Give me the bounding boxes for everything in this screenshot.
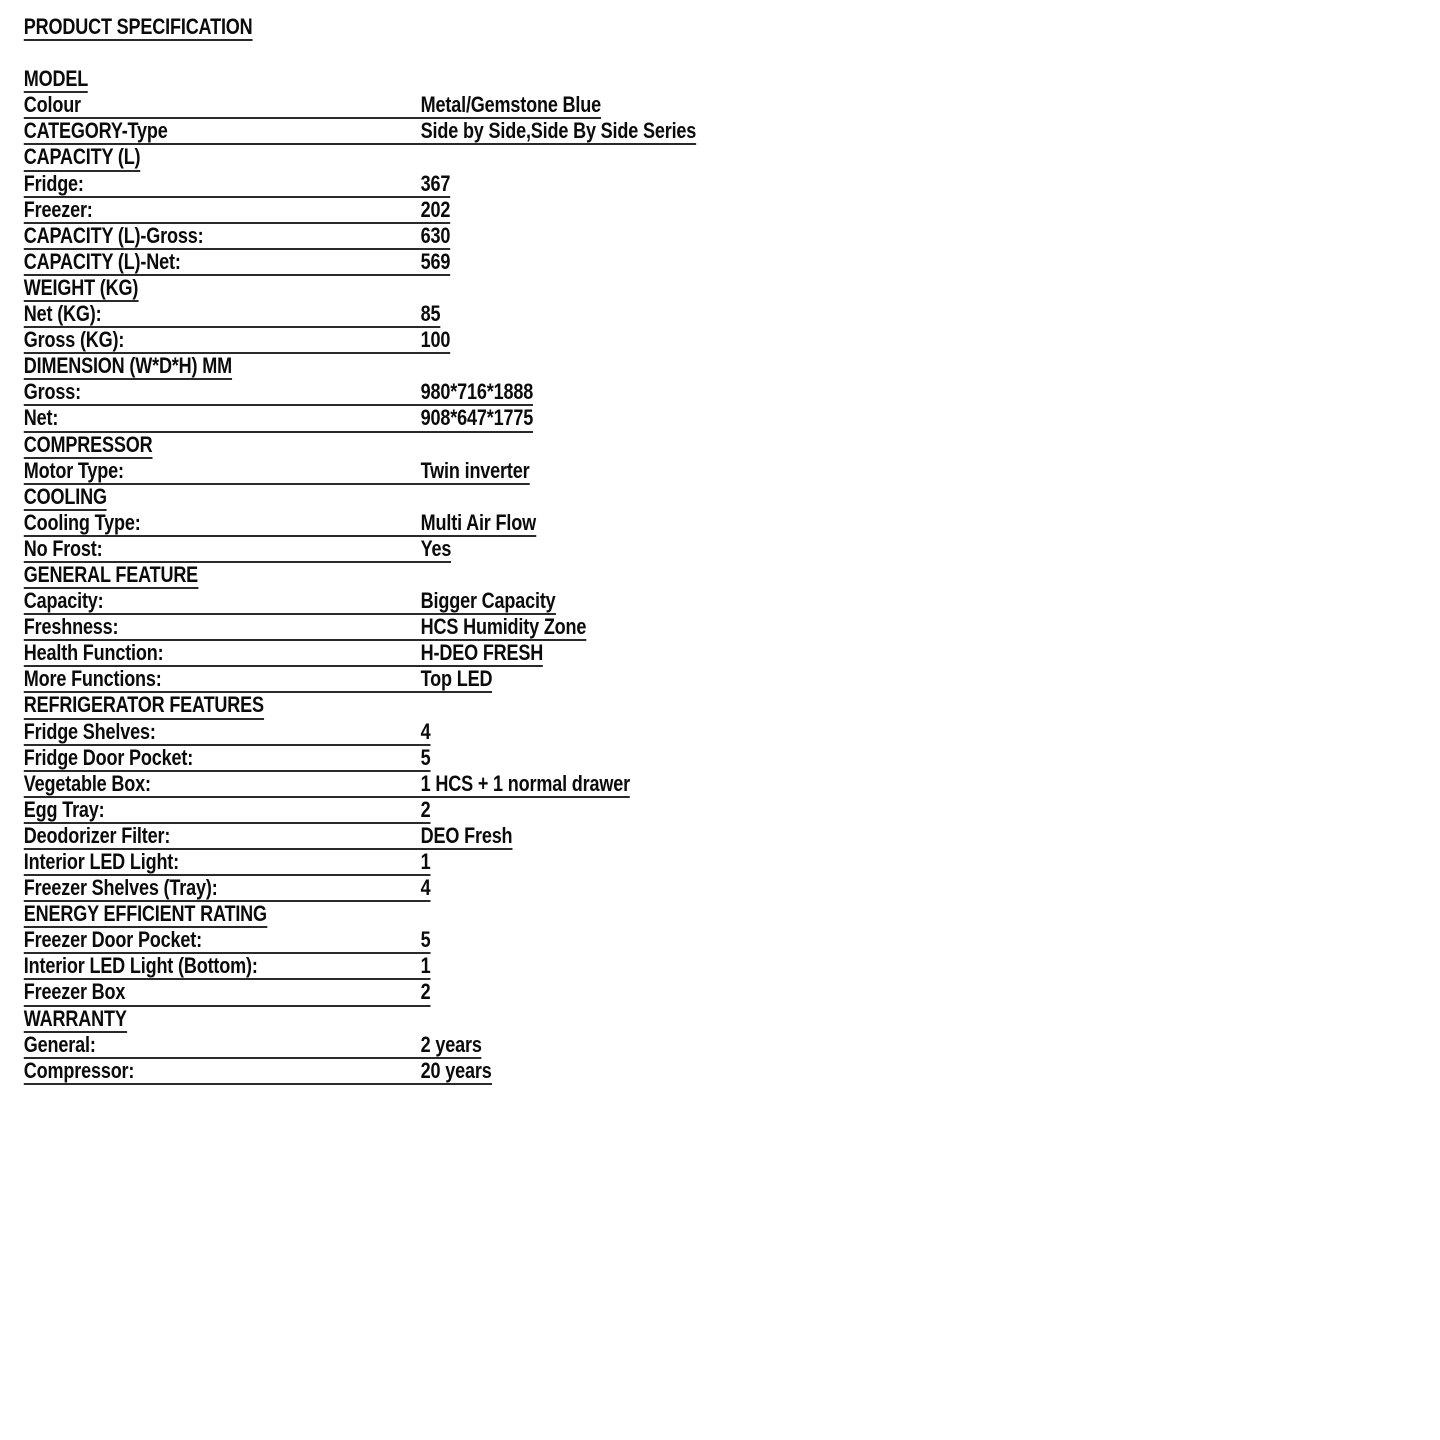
spec-row [24,824,513,850]
spec-row [24,876,431,902]
spec-label: General: [23,1031,96,1057]
page-title-text: PRODUCT SPECIFICATION [23,14,253,39]
section-header-row [24,354,232,380]
spec-row [24,328,450,354]
spec-label: Freezer: [23,196,93,222]
section-header-row [24,563,198,589]
spec-row [24,119,696,145]
spec-value: Yes [420,535,452,561]
spec-label: More Functions: [23,666,162,692]
spec-value: 980*716*1888 [420,379,534,405]
spec-row [24,850,431,876]
spec-value: 569 [420,248,451,274]
spec-table [24,67,1440,1085]
spec-label: Freezer Box [23,979,126,1005]
spec-value: 2 years [420,1031,482,1057]
spec-row [24,224,450,250]
spec-value: 367 [420,170,451,196]
section-header-row [24,693,264,719]
spec-label: Cooling Type: [23,509,141,535]
section-header-label: COOLING [23,483,107,509]
spec-value: Top LED [420,666,493,692]
spec-label: Fridge Shelves: [23,718,156,744]
spec-row [24,459,530,485]
spec-row [24,198,450,224]
spec-label: Net (KG): [23,301,102,327]
spec-value: 1 [420,953,431,979]
spec-value: 20 years [420,1057,492,1083]
spec-row [24,772,630,798]
spec-value: 2 [420,796,431,822]
spec-value: 85 [420,301,441,327]
section-header-label: GENERAL FEATURE [23,561,199,587]
spec-value: 5 [420,744,431,770]
spec-value: Side by Side,Side By Side Series [420,118,697,144]
spec-row [24,746,431,772]
section-header-label: WARRANTY [23,1005,127,1031]
spec-row [24,720,431,746]
spec-value: 4 [420,875,431,901]
spec-label: Gross (KG): [23,327,125,353]
section-header-row [24,145,141,171]
spec-row [24,93,601,119]
spec-label: Egg Tray: [23,796,105,822]
spec-label: Deodorizer Filter: [23,822,171,848]
spec-row [24,615,586,641]
spec-row [24,667,493,693]
spec-label: Compressor: [23,1057,135,1083]
spec-label: Colour [23,92,81,118]
spec-row [24,172,450,198]
section-header-label: WEIGHT (KG) [23,274,139,300]
section-header-label: MODEL [23,66,89,92]
spec-label: Freezer Shelves (Tray): [23,875,218,901]
section-header-label: COMPRESSOR [23,431,153,457]
spec-label: Fridge: [23,170,84,196]
spec-row [24,302,441,328]
spec-value: Bigger Capacity [420,588,556,614]
spec-label: Health Function: [23,640,164,666]
spec-label: Fridge Door Pocket: [23,744,194,770]
spec-row [24,589,556,615]
section-header-row [24,67,88,93]
spec-label: Net: [23,405,59,431]
section-header-label: DIMENSION (W*D*H) MM [23,353,232,379]
spec-value: Multi Air Flow [420,509,536,535]
spec-value: 5 [420,927,431,953]
spec-value: H-DEO FRESH [420,640,544,666]
section-header-label: CAPACITY (L) [23,144,141,170]
spec-row [24,537,452,563]
spec-row [24,954,431,980]
page-title [24,15,253,41]
spec-value: Metal/Gemstone Blue [420,92,601,118]
spec-label: No Frost: [23,535,103,561]
spec-value: 202 [420,196,451,222]
spec-value: 630 [420,222,451,248]
section-header-row [24,1007,127,1033]
spec-row [24,980,431,1006]
spec-value: HCS Humidity Zone [420,614,587,640]
section-header-row [24,485,107,511]
spec-value: 1 [420,849,431,874]
spec-row [24,380,533,406]
section-header-row [24,433,153,459]
spec-value: Twin inverter [420,457,530,483]
spec-label: Interior LED Light: [23,849,180,874]
spec-row [24,928,431,954]
spec-label: Capacity: [23,588,104,614]
section-header-row [24,902,267,928]
spec-value: 4 [420,718,431,744]
spec-row [24,641,543,667]
spec-label: CAPACITY (L)-Gross: [23,222,204,248]
spec-value: DEO Fresh [420,822,513,848]
section-header-label: REFRIGERATOR FEATURES [23,692,264,718]
spec-value: 1 HCS + 1 normal drawer [420,770,630,796]
spec-row [24,798,431,824]
section-header-row [24,276,138,302]
spec-label: Vegetable Box: [23,770,151,796]
section-header-label: ENERGY EFFICIENT RATING [23,901,267,927]
spec-row [24,1059,492,1085]
spec-row [24,250,450,276]
spec-label: Gross: [23,379,81,405]
spec-value: 100 [420,327,451,353]
spec-value: 2 [420,979,431,1005]
spec-label: CATEGORY-Type [23,118,168,144]
spec-label: Interior LED Light (Bottom): [23,953,258,979]
spec-value: 908*647*1775 [420,405,534,431]
spec-label: Motor Type: [23,457,124,483]
spec-row [24,406,533,432]
spec-label: CAPACITY (L)-Net: [23,248,181,274]
spec-row [24,511,536,537]
spec-label: Freshness: [23,614,119,640]
spec-label: Freezer Door Pocket: [23,927,202,953]
spec-row [24,1033,482,1059]
